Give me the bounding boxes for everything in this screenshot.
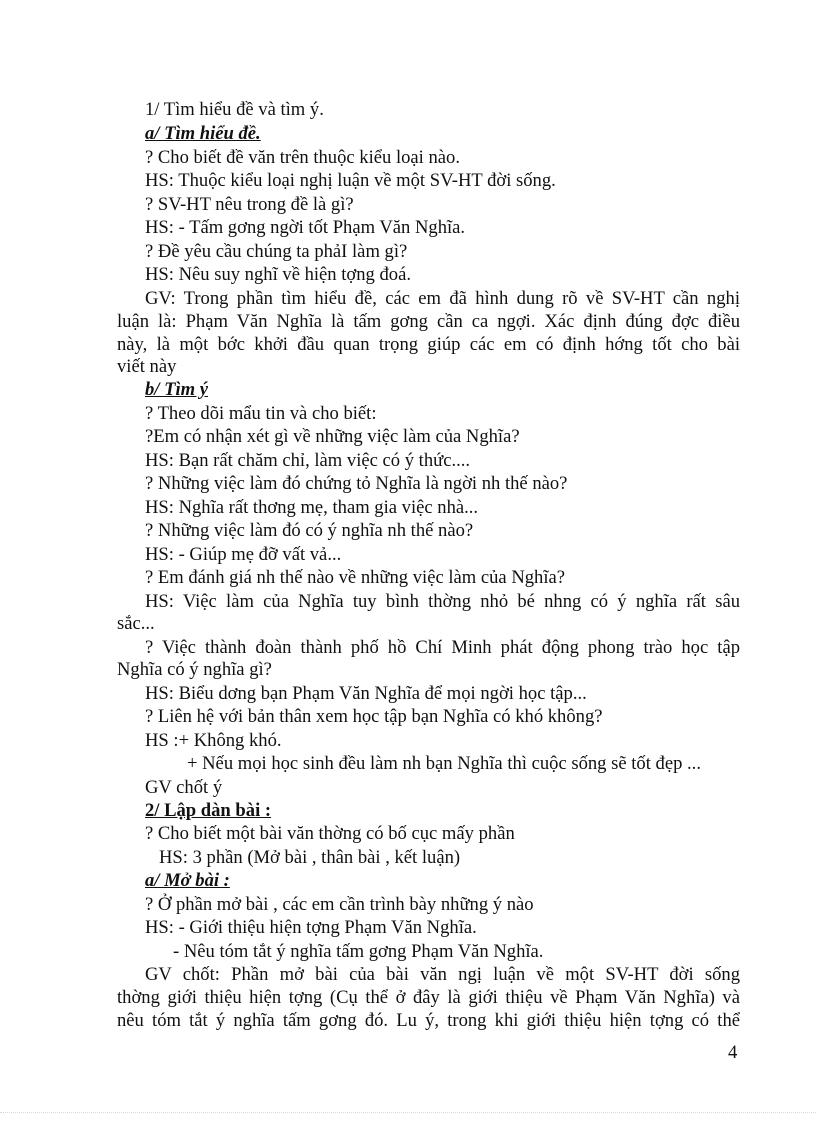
text-line: HS :+ Không khó. xyxy=(145,730,282,751)
paragraph-line: thờng giới thiệu hiện tợng (Cụ thể ở đây là giới thiệu về Phạm Văn Nghĩa) và xyxy=(117,987,740,1008)
paragraph-line: nêu tóm tắt ý nghĩa tấm gơng đó. Lu ý, trong khi giới thiệu hiện tợng có thể xyxy=(117,1010,740,1031)
text-line: ? Cho biết một bài văn thờng có bố cục mấy phần xyxy=(145,823,515,844)
paragraph-line: này, là một bớc khởi đầu quan trọng giúp các em có định hớng tốt cho bài xyxy=(117,334,740,355)
subsection-heading-a: a/ Tìm hiểu đề. xyxy=(145,123,261,144)
text-line: HS: - Giới thiệu hiện tợng Phạm Văn Nghĩa. xyxy=(145,917,477,938)
paragraph-line: GV chốt: Phần mở bài của bài văn ngị luận về một SV-HT đời sống xyxy=(145,964,740,985)
text-line: ? Ở phần mở bài , các em cần trình bày những ý nào xyxy=(145,894,534,915)
text-line: ? SV-HT nêu trong đề là gì? xyxy=(145,194,354,215)
text-line: + Nếu mọi học sinh đều làm nh bạn Nghĩa thì cuộc sống sẽ tốt đẹp ... xyxy=(187,753,701,774)
text-line: ? Những việc làm đó chứng tỏ Nghĩa là ngời nh thế nào? xyxy=(145,473,568,494)
footer-divider xyxy=(0,1112,816,1113)
text-line: HS: - Tấm gơng ngời tốt Phạm Văn Nghĩa. xyxy=(145,217,466,238)
text-line: GV chốt ý xyxy=(145,777,223,798)
text-line: HS: Nêu suy nghĩ về hiện tợng đoá. xyxy=(145,264,411,285)
paragraph-line: Nghĩa có ý nghĩa gì? xyxy=(117,659,272,680)
paragraph-line: GV: Trong phần tìm hiểu đề, các em đã hình dung rõ về SV-HT cần nghị xyxy=(145,288,740,309)
text-line: - Nêu tóm tắt ý nghĩa tấm gơng Phạm Văn Nghĩa. xyxy=(173,941,544,962)
text-line: ? Đề yêu cầu chúng ta phảI làm gì? xyxy=(145,241,408,262)
subsection-heading-mo-bai: a/ Mở bài : xyxy=(145,870,230,891)
section-heading-2: 2/ Lập dàn bài : xyxy=(145,800,272,821)
paragraph-line: ? Việc thành đoàn thành phố hồ Chí Minh phát động phong trào học tập xyxy=(145,637,740,658)
paragraph-line: HS: Việc làm của Nghĩa tuy bình thờng nhỏ bé nhng có ý nghĩa rất sâu xyxy=(145,591,740,612)
text-line: HS: Bạn rất chăm chỉ, làm việc có ý thức.... xyxy=(145,450,471,471)
paragraph-line: luận là: Phạm Văn Nghĩa là tấm gơng cần ca ngợi. Xác định đúng đợc điều xyxy=(117,311,740,332)
text-line: HS: Biểu dơng bạn Phạm Văn Nghĩa để mọi ngời học tập... xyxy=(145,683,587,704)
subsection-heading-b: b/ Tìm ý xyxy=(145,379,208,400)
text-line: ? Những việc làm đó có ý nghĩa nh thế nào? xyxy=(145,520,474,541)
paragraph-line: sắc... xyxy=(117,613,155,634)
text-line: ? Theo dõi mẩu tin và cho biết: xyxy=(145,403,377,424)
text-line: ? Em đánh giá nh thế nào về những việc làm của Nghĩa? xyxy=(145,567,566,588)
text-line: HS: - Giúp mẹ đỡ vất vả... xyxy=(145,544,342,565)
text-line: HS: Thuộc kiểu loại nghị luận về một SV-HT đời sống. xyxy=(145,170,556,191)
text-line: HS: 3 phần (Mở bài , thân bài , kết luận) xyxy=(159,847,461,868)
page-number: 4 xyxy=(728,1042,738,1063)
paragraph-line: viết này xyxy=(117,356,177,377)
text-line: ? Liên hệ với bản thân xem học tập bạn Nghĩa có khó không? xyxy=(145,706,603,727)
text-line: HS: Nghĩa rất thơng mẹ, tham gia việc nhà... xyxy=(145,497,479,518)
text-line: ? Cho biết đề văn trên thuộc kiểu loại nào. xyxy=(145,147,460,168)
section-heading-1: 1/ Tìm hiểu đề và tìm ý. xyxy=(145,99,324,120)
text-line: ?Em có nhận xét gì về những việc làm của Nghĩa? xyxy=(145,426,520,447)
